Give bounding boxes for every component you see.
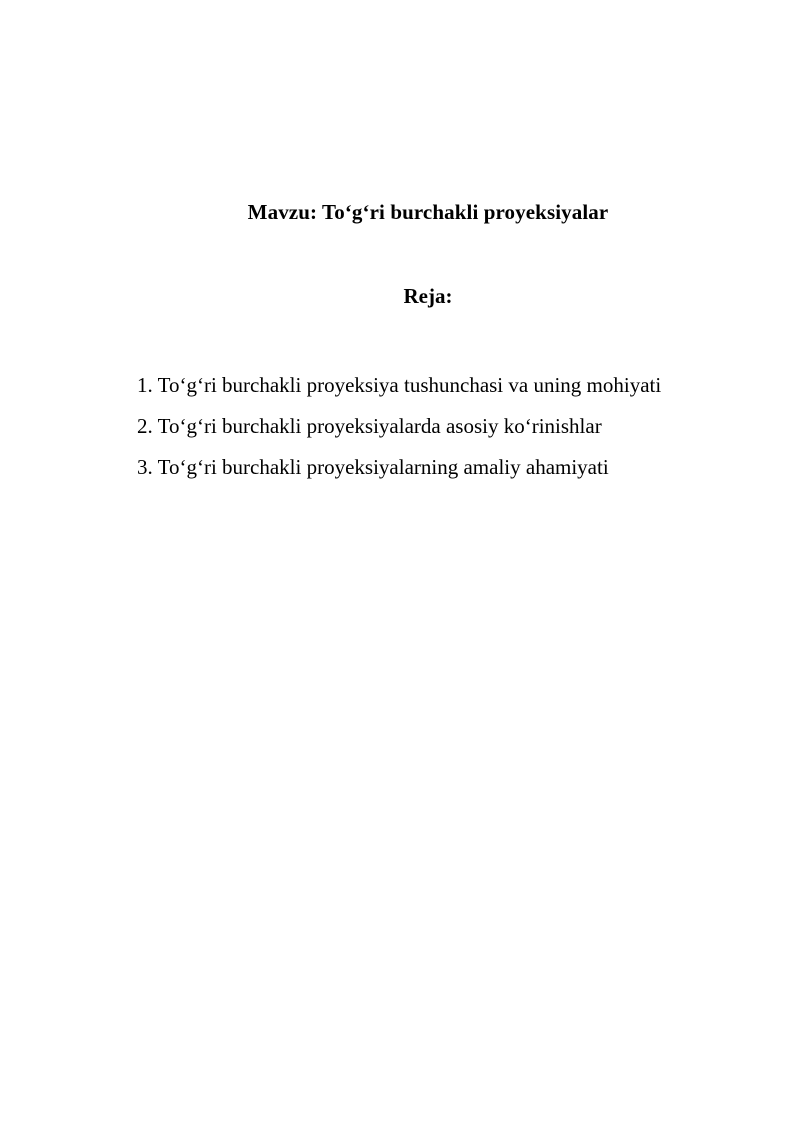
list-item: 2. To‘g‘ri burchakli proyeksiyalarda asosiy ko‘rinishlar <box>137 414 602 438</box>
plan-heading: Reja: <box>403 284 453 308</box>
list-item: 1. To‘g‘ri burchakli proyeksiya tushunchasi va uning mohiyati <box>137 373 662 397</box>
plan-list <box>137 365 757 488</box>
page-title: Mavzu: To‘g‘ri burchakli proyeksiyalar <box>247 200 609 224</box>
list-item: 3. To‘g‘ri burchakli proyeksiyalarning amaliy ahamiyati <box>137 455 609 479</box>
